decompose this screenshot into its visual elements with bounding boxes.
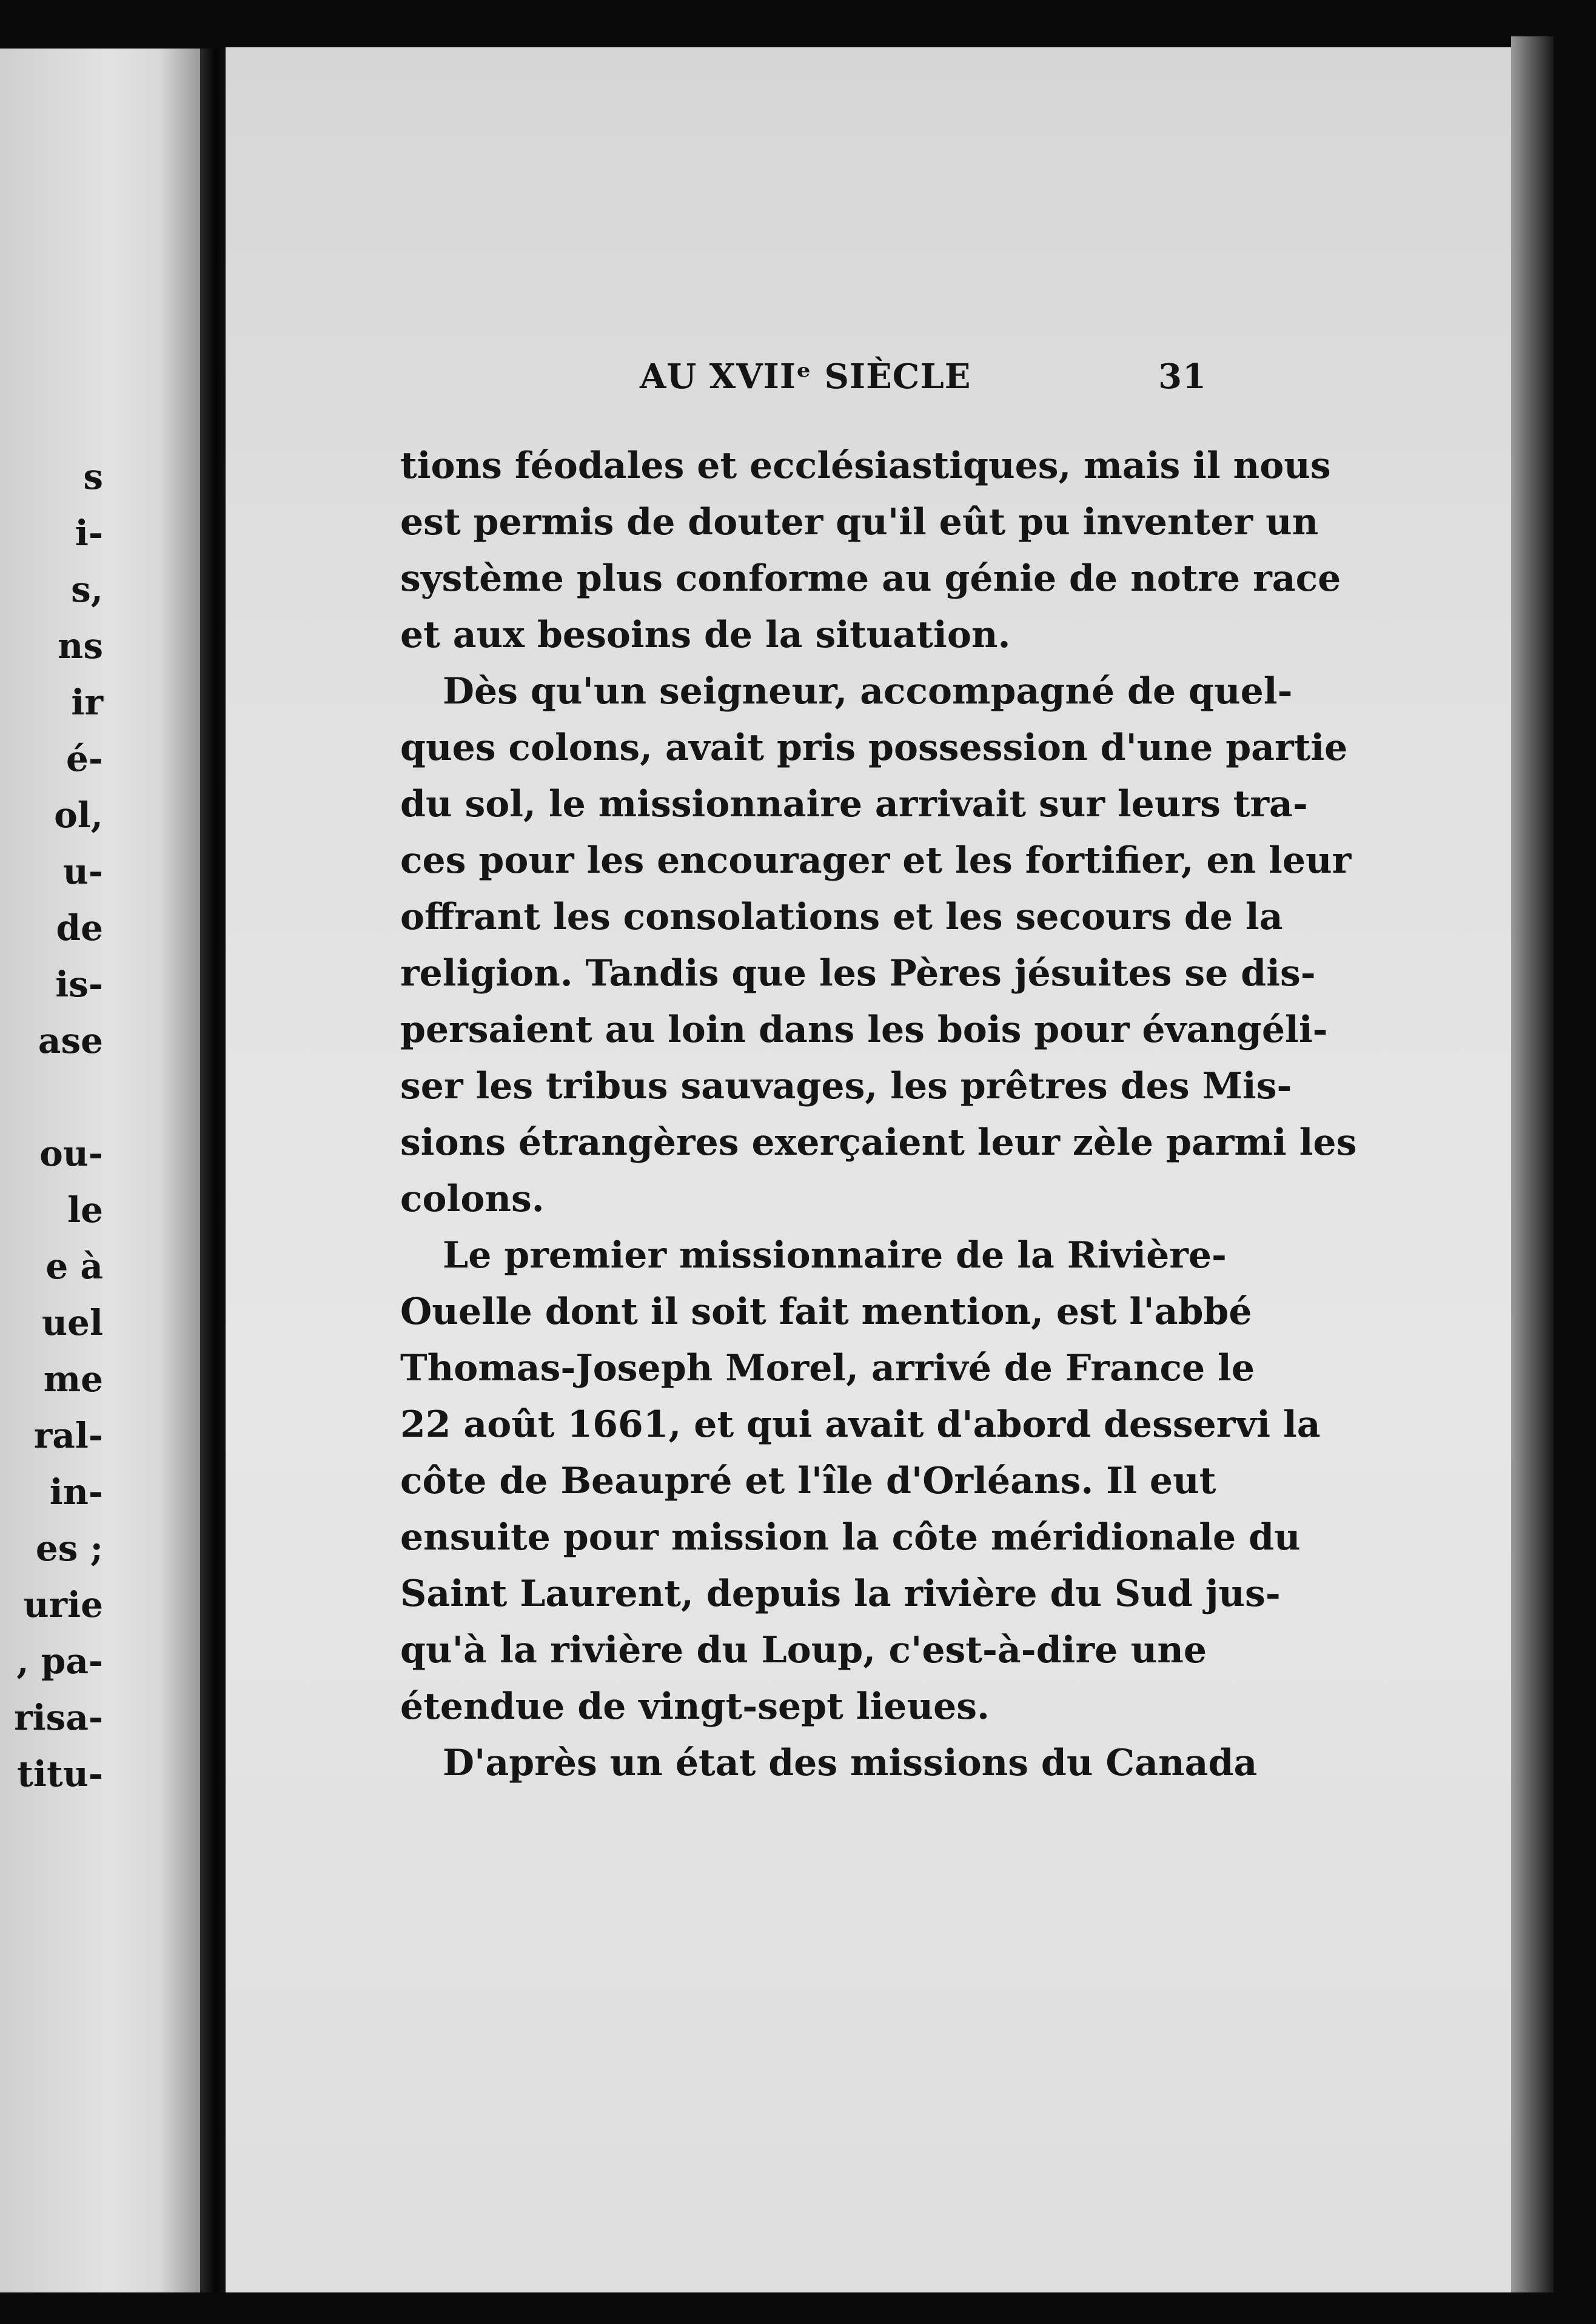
page-edge-shadow: [1511, 36, 1554, 2292]
left-fragment: me: [43, 1358, 103, 1400]
text-line: colons.: [400, 1178, 545, 1220]
text-line: système plus conforme au génie de notre race: [400, 557, 1341, 600]
text-line: Ouelle dont il soit fait mention, est l'abbé: [400, 1291, 1252, 1333]
left-fragment: é-: [66, 738, 103, 779]
left-fragment: ral-: [33, 1415, 103, 1456]
left-fragment: e à: [45, 1246, 103, 1287]
running-title: AU XVIIᵉ SIÈCLE: [640, 357, 971, 397]
body-text: [400, 438, 1357, 1792]
left-fragment: is-: [55, 964, 103, 1005]
left-fragment: s,: [71, 569, 103, 610]
left-fragment: ir: [71, 682, 103, 723]
left-fragment: uel: [41, 1302, 103, 1343]
paragraph-first-line: Dès qu'un seigneur, accompagné de quel-: [443, 670, 1293, 713]
left-fragment: , pa-: [16, 1641, 103, 1682]
book-gutter: [200, 49, 226, 2292]
text-line: religion. Tandis que les Pères jésuites se dis-: [400, 952, 1316, 995]
text-line: est permis de douter qu'il eût pu inventer un: [400, 501, 1319, 543]
text-line: Saint Laurent, depuis la rivière du Sud jus-: [400, 1573, 1281, 1615]
paragraph-first-line: Le premier missionnaire de la Rivière-: [443, 1234, 1227, 1277]
text-line: tions féodales et ecclésiastiques, mais il nous: [400, 445, 1331, 487]
left-fragment: i-: [75, 512, 103, 554]
text-line: ensuite pour mission la côte méridionale du: [400, 1516, 1301, 1559]
left-fragment: urie: [23, 1584, 103, 1625]
left-fragment: [0, 1069, 103, 1126]
left-fragment: s: [83, 456, 103, 497]
text-line: qu'à la rivière du Loup, c'est-à-dire une: [400, 1629, 1207, 1671]
text-line: sions étrangères exerçaient leur zèle parmi les: [400, 1121, 1357, 1164]
left-fragment: in-: [49, 1471, 103, 1513]
text-line: Thomas-Joseph Morel, arrivé de France le: [400, 1347, 1255, 1389]
paragraph-first-line: D'après un état des missions du Canada: [443, 1742, 1258, 1784]
text-line: et aux besoins de la situation.: [400, 614, 1011, 656]
text-line: persaient au loin dans les bois pour évangéli-: [400, 1009, 1328, 1051]
left-fragment: ase: [38, 1020, 103, 1061]
left-fragment: es ;: [35, 1528, 103, 1569]
text-line: côte de Beaupré et l'île d'Orléans. Il eut: [400, 1460, 1216, 1502]
page-number: 31: [1158, 357, 1207, 397]
text-line: 22 août 1661, et qui avait d'abord desservi la: [400, 1403, 1321, 1446]
left-fragment: titu-: [17, 1753, 103, 1795]
text-line: étendue de vingt-sept lieues.: [400, 1685, 990, 1728]
text-line: du sol, le missionnaire arrivait sur leurs tra-: [400, 783, 1308, 825]
text-line: ces pour les encourager et les fortifier, en leur: [400, 839, 1352, 882]
text-line: offrant les consolations et les secours de la: [400, 896, 1283, 938]
left-fragment: de: [56, 907, 103, 949]
left-page-text-fragments: [0, 449, 103, 1802]
left-fragment: ol,: [54, 794, 103, 836]
left-fragment: u-: [62, 851, 103, 892]
left-fragment: risa-: [14, 1697, 103, 1738]
text-line: ques colons, avait pris possession d'une partie: [400, 727, 1348, 769]
left-fragment: ou-: [39, 1133, 103, 1174]
text-line: ser les tribus sauvages, les prêtres des Mis-: [400, 1065, 1292, 1107]
left-fragment: ns: [58, 625, 103, 667]
left-fragment: le: [67, 1189, 103, 1231]
